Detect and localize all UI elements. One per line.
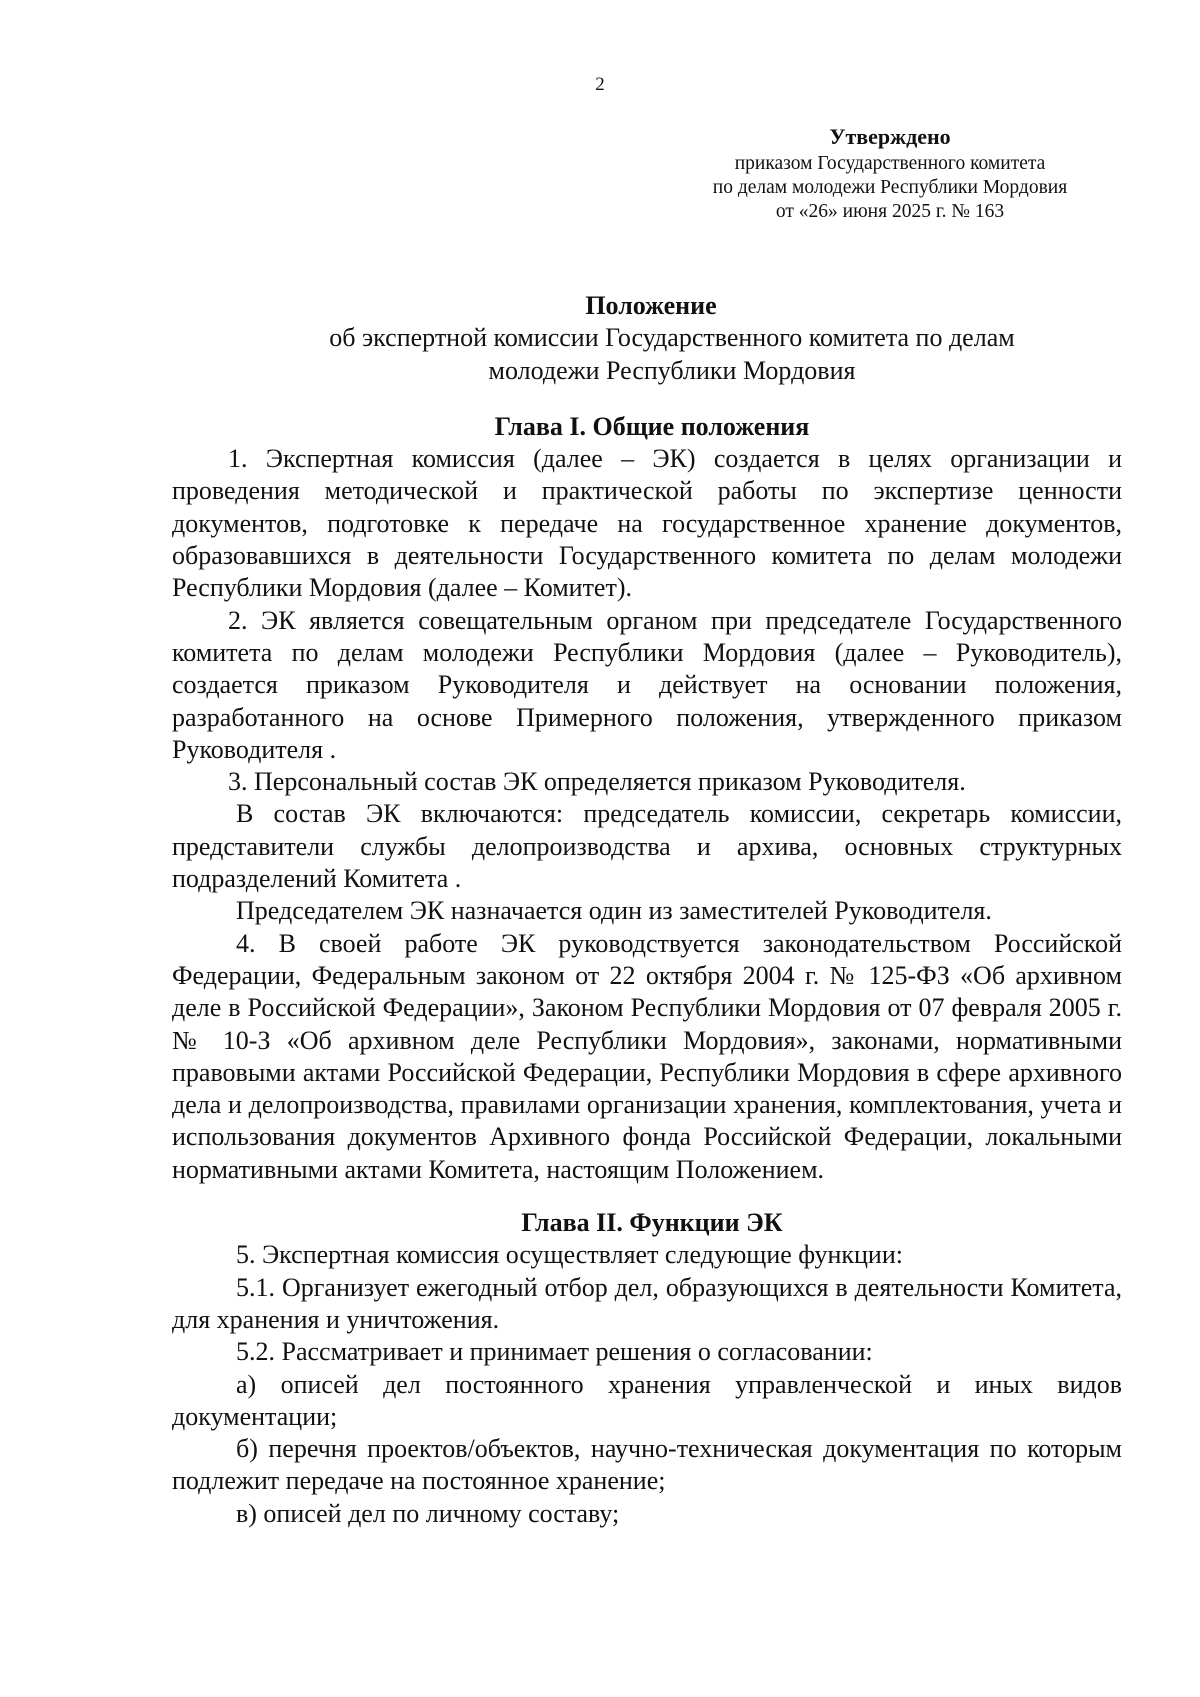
page-number: 2 (595, 74, 605, 95)
list-item: в) описей дел по личному составу; (236, 1498, 620, 1528)
chapter-heading: Глава II. Функции ЭК (521, 1208, 783, 1238)
approval-line: по делам молодежи Республики Мордовия (712, 177, 1068, 198)
list-item: а) описей дел постоянного хранения управленческой и иных видов документации; (172, 1369, 1122, 1431)
paragraph: 5.1. Организует ежегодный отбор дел, образующихся в деятельности Комитета, для хранения и уничтожения. (172, 1272, 1122, 1334)
paragraph: 4. В своей работе ЭК руководствуется законодательством Российской Федерации, Федеральным законом от 22 октября 2004 г. № 125-ФЗ «Об архивном деле в Российской Федерации», Законом Республики Мордовия от 07 февраля 2005 г. № 10-З «Об архивном деле Республики Мордовия», законами, нормативными правовыми актами Российской Федерации, Республики Мордовия в сфере архивного дела и делопроизводства, правилами организации хранения, комплектования, учета и использования документов Архивного фонда Российской Федерации, локальными нормативными актами Комитета, настоящим Положением. (172, 928, 1122, 1184)
subtitle-line: молодежи Республики Мордовия (488, 355, 856, 385)
paragraph: В состав ЭК включаются: председатель комиссии, секретарь комиссии, представители службы делопроизводства и архива, основных структурных подразделений Комитета . (172, 799, 1122, 894)
document-title: Положение (585, 291, 717, 320)
paragraph: 5.2. Рассматривает и принимает решения о согласовании: (236, 1337, 873, 1367)
chapter-heading: Глава I. Общие положения (494, 411, 810, 441)
list-item: б) перечня проектов/объектов, научно-техническая документация по которым подлежит передаче на постоянное хранение; (172, 1434, 1122, 1496)
paragraph: 2. ЭК является совещательным органом при председателе Государственного комитета по делам молодежи Республики Мордовия (далее – Руководитель), создается приказом Руководителя и действует на основании положения, разработанного на основе Примерного положения, утвержденного приказом Руководителя . (172, 605, 1122, 764)
paragraph: Председателем ЭК назначается один из заместителей Руководителя. (236, 896, 992, 926)
paragraph: 5. Экспертная комиссия осуществляет следующие функции: (236, 1240, 903, 1270)
approval-block (640, 122, 1140, 224)
subtitle-line: об экспертной комиссии Государственного комитета по делам (329, 323, 1015, 353)
document-subtitle (172, 322, 1122, 387)
approval-title: Утверждено (829, 124, 951, 149)
approval-date: от «26» июня 2025 г. № 163 (775, 201, 1005, 222)
approval-line: приказом Государственного комитета (734, 153, 1046, 174)
paragraph: 1. Экспертная комиссия (далее – ЭК) создается в целях организации и проведения методической и практической работы по экспертизе ценности документов, подготовке к передаче на государственное хранение документов, образовавшихся в деятельности Государственного комитета по делам молодежи Республики Мордовия (далее – Комитет). (172, 444, 1122, 603)
document-body (172, 290, 1122, 1530)
paragraph: 3. Персональный состав ЭК определяется приказом Руководителя. (228, 767, 966, 797)
